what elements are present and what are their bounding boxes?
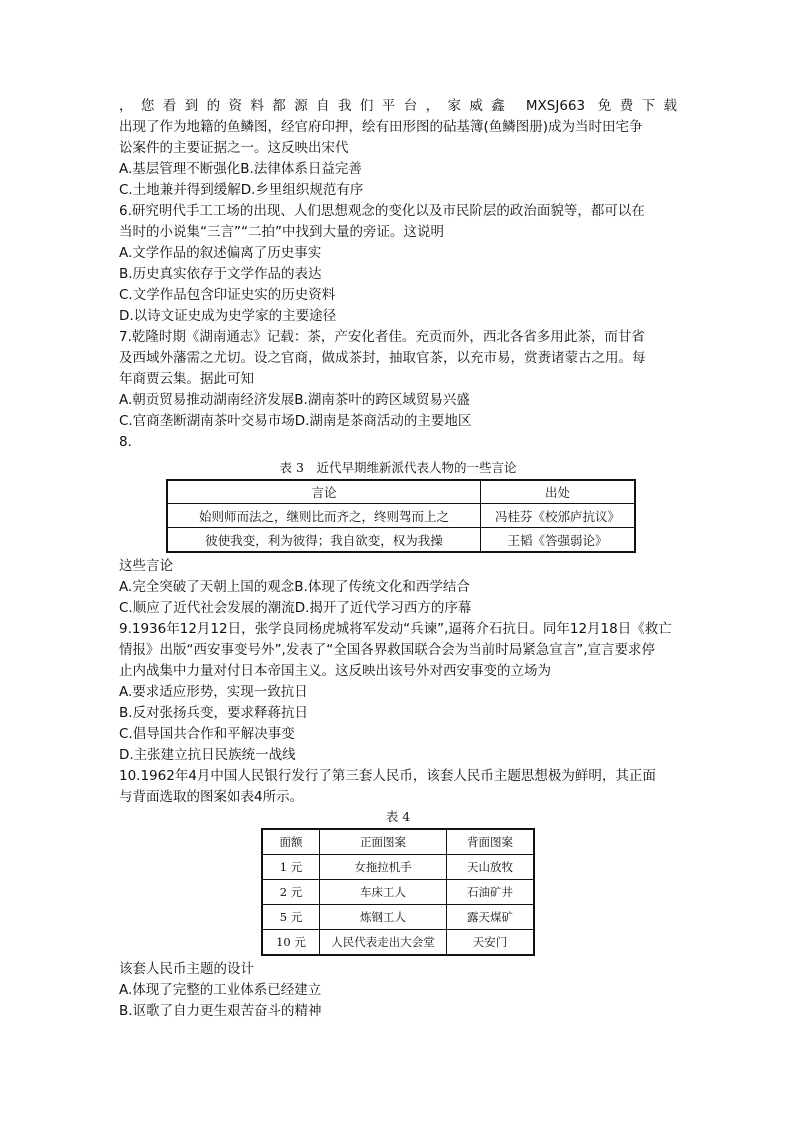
- table4-cell: 人民代表走出大会堂: [320, 930, 447, 956]
- q6-stem-line1: 6.研究明代手工工场的出现、人们思想观念的变化以及市民阶层的政治面貌等，都可以在: [119, 203, 645, 219]
- q10-stem: 该套人民币主题的设计: [119, 961, 254, 977]
- table3-row: [167, 528, 635, 553]
- q5-stem-line3: 讼案件的主要证据之一。这反映出宋代: [119, 140, 349, 156]
- q6-option-b: B.历史真实依存于文学作品的表达: [119, 266, 322, 282]
- q5-stem-line2: 出现了作为地籍的鱼鳞图，经官府印押，绘有田形图的砧基簿(鱼鳞图册)成为当时田宅争: [119, 119, 643, 135]
- table3-cell: 冯桂芬《校邠庐抗议》: [481, 504, 636, 528]
- q5-options-ab: A.基层管理不断强化B.法律体系日益完善: [119, 161, 362, 177]
- table4-cell: 女拖拉机手: [320, 855, 447, 880]
- table4-row: [262, 905, 534, 930]
- table4: [261, 828, 535, 956]
- q9-stem-line3: 止内战集中力量对付日本帝国主义。这反映出该号外对西安事变的立场为: [119, 663, 551, 679]
- table4-cell: 炼钢工人: [320, 905, 447, 930]
- q7-options-ab: A.朝贡贸易推动湖南经济发展B.湖南茶叶的跨区域贸易兴盛: [119, 392, 470, 408]
- table4-cell: 天山放牧: [447, 855, 535, 880]
- table3-caption: 表 3 近代早期维新派代表人物的一些言论: [279, 460, 517, 475]
- table4-cell: 露天煤矿: [447, 905, 535, 930]
- q7-options-cd: C.官商垄断湖南茶叶交易市场D.湖南是茶商活动的主要地区: [119, 413, 472, 429]
- table4-cell: 5 元: [262, 905, 320, 930]
- table3: [166, 479, 636, 553]
- table3-cell: 王韬《答强弱论》: [481, 528, 636, 553]
- q9-stem-line1: 9.1936年12月12日，张学良同杨虎城将军发动“兵谏”,逼蒋介石抗日。同年12月18日《救亡: [119, 621, 672, 637]
- q8-options-cd: C.顺应了近代社会发展的潮流D.揭开了近代学习西方的序幕: [119, 600, 472, 616]
- table3-header-row: [167, 480, 635, 504]
- q8-number: 8.: [119, 434, 132, 450]
- q7-stem-line2: 及西域外藩需之尤切。设之官商，做成茶封，抽取官茶，以充市易，赏赉诸蒙古之用。每: [119, 350, 646, 366]
- q10-option-b: B.讴歌了自力更生艰苦奋斗的精神: [119, 1003, 322, 1019]
- table4-header-cell: 背面图案: [447, 829, 535, 855]
- table4-row: [262, 930, 534, 956]
- table4-header-cell: 面额: [262, 829, 320, 855]
- table4-caption: 表 4: [385, 809, 411, 824]
- table4-row: [262, 855, 534, 880]
- table4-row: [262, 880, 534, 905]
- q10-option-a: A.体现了完整的工业体系已经建立: [119, 982, 322, 998]
- table4-cell: 1 元: [262, 855, 320, 880]
- q9-option-b: B.反对张扬兵变，要求释蒋抗日: [119, 705, 309, 721]
- table3-row: [167, 504, 635, 528]
- q9-option-d: D.主张建立抗日民族统一战线: [119, 747, 296, 763]
- q7-stem-line3: 年商贾云集。据此可知: [119, 371, 254, 387]
- table4-cell: 车床工人: [320, 880, 447, 905]
- table4-cell: 天安门: [447, 930, 535, 956]
- table3-cell: 彼使我变，利为彼得；我自欲变，权为我操: [167, 528, 481, 553]
- q7-stem-line1: 7.乾隆时期《湖南通志》记载：茶，产安化者佳。充贡而外，西北各省多用此茶，而甘省: [119, 329, 645, 345]
- table4-header-cell: 正面图案: [320, 829, 447, 855]
- q6-option-a: A.文学作品的叙述偏离了历史事实: [119, 245, 322, 261]
- q8-stem: 这些言论: [119, 558, 173, 574]
- q6-option-d: D.以诗文证史成为史学家的主要途径: [119, 308, 337, 324]
- table3-header-cell: 言论: [167, 480, 481, 504]
- table3-cell: 始则师而法之，继则比而齐之，终则驾而上之: [167, 504, 481, 528]
- exam-content: [119, 96, 677, 1022]
- q9-option-a: A.要求适应形势，实现一致抗日: [119, 684, 308, 700]
- q5-stem-line1: ，您看到的资料都源自我们平台，家威鑫 MXSJ663 免费下载: [119, 98, 677, 114]
- q10-stem-line1: 10.1962年4月中国人民银行发行了第三套人民币，该套人民币主题思想极为鲜明，其正面: [119, 768, 656, 784]
- table4-cell: 10 元: [262, 930, 320, 956]
- q10-stem-line2: 与背面选取的图案如表4所示。: [119, 789, 304, 805]
- q9-stem-line2: 情报》出版“西安事变号外”,发表了“全国各界救国联合会为当前时局紧急宣言”,宣言要求停: [119, 642, 656, 658]
- table3-header-cell: 出处: [481, 480, 636, 504]
- q8-options-ab: A.完全突破了天朝上国的观念B.体现了传统文化和西学结合: [119, 579, 470, 595]
- table4-cell: 石油矿井: [447, 880, 535, 905]
- table4-header-row: [262, 829, 534, 855]
- q6-stem-line2: 当时的小说集“三言”“二拍”中找到大量的旁证。这说明: [119, 224, 444, 240]
- table4-cell: 2 元: [262, 880, 320, 905]
- q5-options-cd: C.土地兼并得到缓解D.乡里组织规范有序: [119, 182, 364, 198]
- q9-option-c: C.倡导国共合作和平解决事变: [119, 726, 295, 742]
- q6-option-c: C.文学作品包含印证史实的历史资料: [119, 287, 336, 303]
